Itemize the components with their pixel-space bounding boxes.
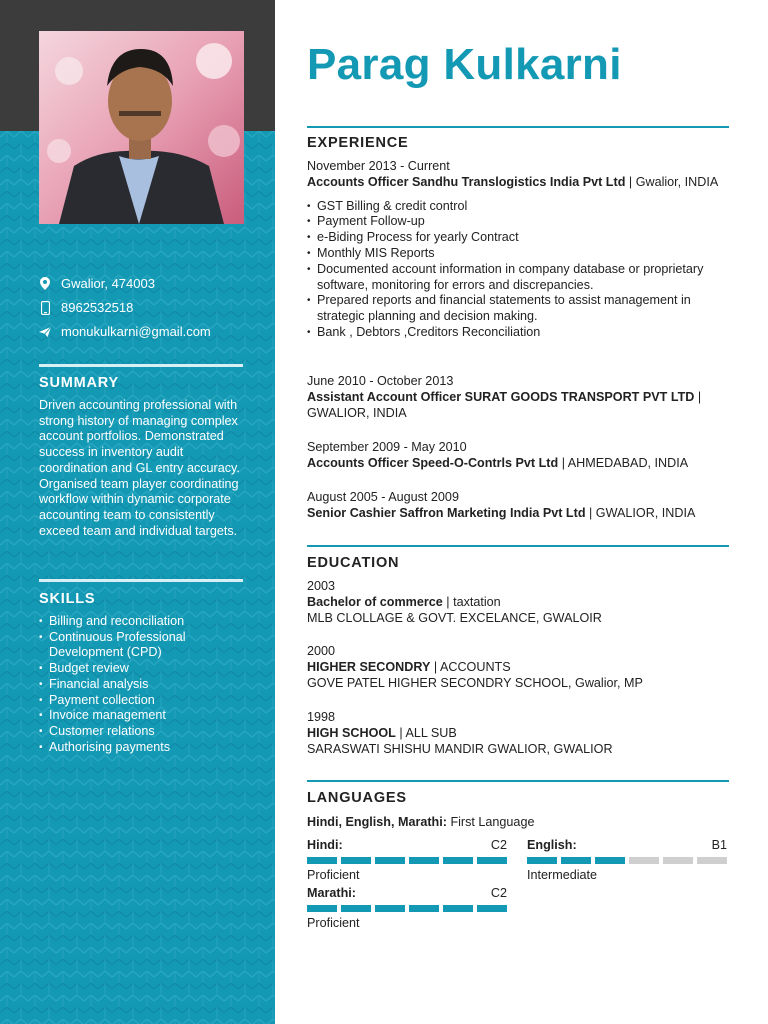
proficiency-segment	[663, 857, 693, 864]
skill-item: • Financial analysis	[39, 677, 254, 693]
language-level: C2	[490, 886, 507, 900]
sidebar-pattern	[0, 131, 275, 1024]
duty-item: • Prepared reports and financial statements to assist management in strategic planning and decision making.	[307, 293, 727, 325]
contact-email	[39, 324, 249, 339]
education-degree: HIGH SCHOOL	[307, 725, 396, 740]
first-language-value: First Language	[450, 815, 535, 829]
job-title-line: Assistant Account Officer SURAT GOODS TRANSPORT PVT LTD | GWALIOR, INDIA	[307, 389, 702, 420]
language-proficiency-bar	[527, 857, 727, 864]
section-divider	[307, 126, 729, 128]
proficiency-segment	[341, 857, 371, 864]
job-role: Accounts Officer Speed-O-Contrls Pvt Ltd	[307, 455, 559, 470]
education-entry	[307, 710, 727, 757]
skill-item: • Budget review	[39, 661, 254, 677]
proficiency-segment	[477, 857, 507, 864]
skills-heading: SKILLS	[39, 591, 96, 607]
language-description: Intermediate	[527, 868, 598, 882]
proficiency-segment	[409, 905, 439, 912]
skill-item: • Billing and reconciliation	[39, 614, 254, 630]
proficiency-segment	[477, 905, 507, 912]
job-role: Accounts Officer Sandhu Translogistics India Pvt Ltd	[307, 174, 626, 189]
languages-heading: LANGUAGES	[307, 790, 407, 806]
job-location: AHMEDABAD, INDIA	[567, 455, 689, 470]
language-level: C2	[490, 838, 507, 852]
email-link[interactable]: monukulkarni@gmail.com	[61, 324, 211, 339]
job-dates: August 2005 - August 2009	[307, 490, 459, 504]
language-name: Hindi:	[307, 838, 343, 852]
proficiency-segment	[561, 857, 591, 864]
education-school: SARASWATI SHISHU MANDIR GWALIOR, GWALIOR	[307, 741, 613, 756]
duty-item: • Bank , Debtors ,Creditors Reconciliation	[307, 325, 727, 341]
job-duties	[307, 199, 727, 341]
proficiency-segment	[375, 857, 405, 864]
duty-item: • Monthly MIS Reports	[307, 246, 727, 262]
language-proficiency-bar	[307, 905, 507, 912]
education-year: 2000	[307, 644, 336, 658]
first-language-label: Hindi, English, Marathi:	[307, 815, 447, 829]
proficiency-segment	[527, 857, 557, 864]
skill-item: • Continuous Professional Development (CPD)	[39, 630, 254, 661]
summary-heading: SUMMARY	[39, 375, 119, 391]
send-icon	[39, 325, 51, 339]
language-item	[307, 838, 507, 883]
experience-heading: EXPERIENCE	[307, 135, 409, 151]
job-location: GWALIOR, INDIA	[307, 405, 407, 420]
section-divider	[307, 545, 729, 547]
education-degree-line: HIGHER SECONDRY | ACCOUNTS	[307, 659, 511, 674]
job-title-line: Senior Cashier Saffron Marketing India Pvt Ltd | GWALIOR, INDIA	[307, 505, 696, 520]
profile-photo	[39, 31, 244, 224]
sidebar-divider	[39, 579, 243, 582]
education-year: 1998	[307, 710, 336, 724]
language-name: English:	[527, 838, 577, 852]
job-dates: June 2010 - October 2013	[307, 374, 454, 388]
education-field: ALL SUB	[405, 725, 457, 740]
education-degree-line: Bachelor of commerce | taxtation	[307, 594, 501, 609]
section-divider	[307, 780, 729, 782]
job-entry	[307, 159, 727, 341]
job-location: GWALIOR, INDIA	[595, 505, 696, 520]
language-item	[527, 838, 727, 883]
proficiency-segment	[595, 857, 625, 864]
language-description: Proficient	[307, 916, 360, 930]
contact-phone	[39, 300, 249, 315]
summary-text: Driven accounting professional with strong history of managing complex account portfolios. Demonstrated success in inventory audit coordination and GL entry accuracy. Organised team player coordinating workflow within dynamic corporate accounting team to consistently exceed team and individual targets.	[39, 398, 240, 538]
proficiency-segment	[629, 857, 659, 864]
skill-item: • Customer relations	[39, 724, 254, 740]
education-entry	[307, 644, 727, 691]
job-entry	[307, 440, 727, 472]
location-pin-icon	[39, 277, 51, 291]
skill-item: • Payment collection	[39, 693, 254, 709]
job-role: Assistant Account Officer SURAT GOODS TRANSPORT PVT LTD	[307, 389, 695, 404]
contact-location	[39, 276, 249, 291]
duty-item: • GST Billing & credit control	[307, 199, 727, 215]
duty-item: • Documented account information in company database or proprietary software, monitoring for errors and discrepancies.	[307, 262, 727, 294]
proficiency-segment	[443, 905, 473, 912]
job-dates: September 2009 - May 2010	[307, 440, 467, 454]
job-role: Senior Cashier Saffron Marketing India Pvt Ltd	[307, 505, 586, 520]
sidebar	[0, 0, 275, 1024]
education-degree: HIGHER SECONDRY	[307, 659, 431, 674]
education-field: taxtation	[453, 594, 501, 609]
education-school: MLB CLOLLAGE & GOVT. EXCELANCE, GWALOIR	[307, 610, 602, 625]
job-entry	[307, 490, 727, 522]
language-level: B1	[711, 838, 727, 852]
skill-item: • Invoice management	[39, 708, 254, 724]
proficiency-segment	[341, 905, 371, 912]
duty-item: • e-Biding Process for yearly Contract	[307, 230, 727, 246]
proficiency-segment	[307, 905, 337, 912]
duty-item: • Payment Follow-up	[307, 214, 727, 230]
candidate-name: Parag Kulkarni	[307, 40, 622, 89]
education-heading: EDUCATION	[307, 555, 400, 571]
first-language-line	[307, 815, 727, 831]
proficiency-segment	[409, 857, 439, 864]
education-field: ACCOUNTS	[439, 659, 511, 674]
education-degree: Bachelor of commerce	[307, 594, 443, 609]
skill-item: • Authorising payments	[39, 740, 254, 756]
education-degree-line: HIGH SCHOOL | ALL SUB	[307, 725, 457, 740]
job-location: Gwalior, INDIA	[635, 174, 719, 189]
job-title-line: Accounts Officer Sandhu Translogistics India Pvt Ltd | Gwalior, INDIA	[307, 174, 719, 189]
language-item	[307, 886, 507, 931]
job-entry	[307, 374, 727, 421]
language-proficiency-bar	[307, 857, 507, 864]
skills-list	[39, 614, 254, 755]
location-text: Gwalior, 474003	[61, 276, 155, 291]
education-year: 2003	[307, 579, 336, 593]
education-school: GOVE PATEL HIGHER SECONDRY SCHOOL, Gwalior, MP	[307, 675, 643, 690]
job-title-line: Accounts Officer Speed-O-Contrls Pvt Ltd | AHMEDABAD, INDIA	[307, 455, 689, 470]
proficiency-segment	[443, 857, 473, 864]
language-name: Marathi:	[307, 886, 356, 900]
education-entry	[307, 579, 727, 626]
job-dates: November 2013 - Current	[307, 159, 450, 173]
proficiency-segment	[375, 905, 405, 912]
phone-icon	[39, 301, 51, 315]
sidebar-divider	[39, 364, 243, 367]
proficiency-segment	[697, 857, 727, 864]
proficiency-segment	[307, 857, 337, 864]
language-description: Proficient	[307, 868, 360, 882]
phone-text[interactable]: 8962532518	[61, 300, 134, 315]
